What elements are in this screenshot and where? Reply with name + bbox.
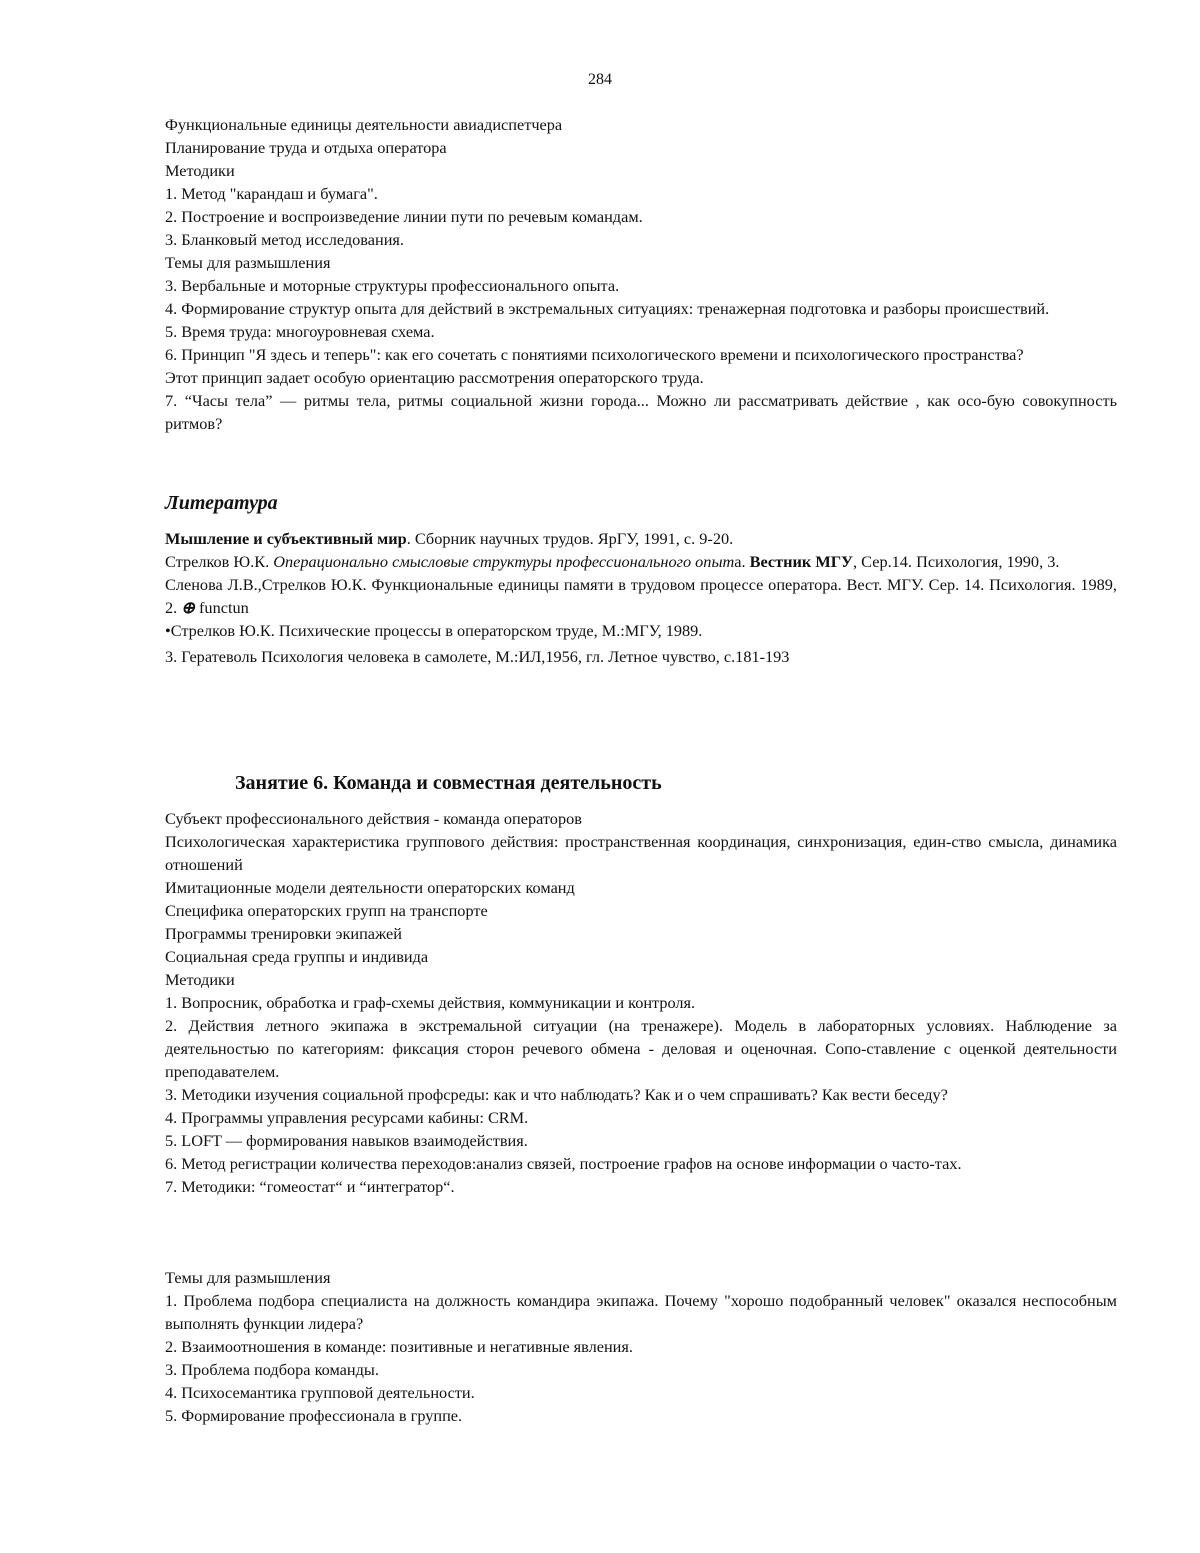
text-line: Функциональные единицы деятельности авиадиспетчера: [165, 113, 1117, 136]
subheading: Темы для размышления: [165, 1266, 1117, 1289]
ref-text: Сленова Л.В.,Стрелков Ю.К. Функциональные единицы памяти в трудовом процессе оператора. Вест. МГУ. Сер. 14. Психология. 1989, 2.: [165, 575, 1117, 617]
reference: [165, 573, 1117, 619]
reference: [165, 527, 1117, 550]
subheading: Методики: [165, 159, 1117, 182]
reference: •Стрелков Ю.К. Психические процессы в операторском труде, М.:МГУ, 1989.: [165, 619, 1117, 642]
text-line: Социальная среда группы и индивида: [165, 945, 1117, 968]
list-item: 3. Методики изучения социальной профсреды: как и что наблюдать? Как и о чем спрашивать? Как вести беседу?: [165, 1083, 1117, 1106]
text-line: Имитационные модели деятельности операторских команд: [165, 876, 1117, 899]
list-item: 4. Психосемантика групповой деятельности.: [165, 1381, 1117, 1404]
text-line: Планирование труда и отдыха оператора: [165, 136, 1117, 159]
list-item: 5. Формирование профессионала в группе.: [165, 1404, 1117, 1427]
page-number: 284: [0, 71, 1200, 89]
reflection-topics: [165, 1266, 1117, 1427]
ref-journal: Вестник МГУ: [750, 552, 853, 571]
ref-text: . Сборник научных трудов. ЯрГУ, 1991, с. 9-20.: [407, 529, 734, 548]
list-item: 6. Принцип "Я здесь и теперь": как его сочетать с понятиями психологического времени и психологического пространства?: [165, 343, 1117, 366]
text-line: Специфика операторских групп на транспорте: [165, 899, 1117, 922]
ref-text: functun: [199, 598, 249, 617]
list-item: 4. Программы управления ресурсами кабины: CRM.: [165, 1106, 1117, 1129]
literature-heading: Литература: [165, 492, 278, 515]
list-item: 1. Метод "карандаш и бумага".: [165, 182, 1117, 205]
list-item: 2. Действия летного экипажа в экстремальной ситуации (на тренажере). Модель в лабораторных условиях. Наблюдение за деятельностью по категориям: фиксация сторон речевого обмена - деловая и оценочная. Сопо-ставление с оценкой деятельности преподавателем.: [165, 1014, 1117, 1083]
list-item: 7. “Часы тела” — ритмы тела, ритмы социальной жизни города... Можно ли рассматривать действие , как осо-бую совокупность ритмов?: [165, 389, 1117, 435]
ref-text: , Сер.14. Психология, 1990, 3.: [853, 552, 1059, 571]
literature-list: [165, 527, 1117, 668]
list-item: 5. Время труда: многоуровневая схема.: [165, 320, 1117, 343]
list-item: 7. Методики: “гомеостат“ и “интегратор“.: [165, 1175, 1117, 1198]
ref-text: Стрелков Ю.К.: [165, 552, 273, 571]
list-item: 1. Проблема подбора специалиста на должность командира экипажа. Почему "хорошо подобранный человек" оказался неспособным выполнять функции лидера?: [165, 1289, 1117, 1335]
list-item: 3. Вербальные и моторные структуры профессионального опыта.: [165, 274, 1117, 297]
lesson6-content: [165, 807, 1117, 1198]
subheading: Темы для размышления: [165, 251, 1117, 274]
circle-plus-icon: ⊕: [181, 598, 195, 617]
list-item: 3. Проблема подбора команды.: [165, 1358, 1117, 1381]
section-topics-and-methods: [165, 113, 1117, 435]
reference: 3. Герат​еволь Психология человека в самолете, М.:ИЛ,1956, гл. Летное чувство, с.181-193: [165, 645, 1117, 668]
list-item: 5. LOFT — формирования навыков взаимодействия.: [165, 1129, 1117, 1152]
list-item: 1. Вопросник, обработка и граф-схемы действия, коммуникации и контроля.: [165, 991, 1117, 1014]
text-line: Программы тренировки экипажей: [165, 922, 1117, 945]
list-item: 4. Формирование структур опыта для действий в экстремальных ситуациях: тренажерная подготовка и разборы происшествий.: [165, 297, 1117, 320]
lesson-heading: Занятие 6. Команда и совместная деятельность: [235, 772, 662, 795]
list-item: 3. Бланковый метод исследования.: [165, 228, 1117, 251]
list-item: 6. Метод регистрации количества переходов:анализ связей, построение графов на основе информации о часто-тах.: [165, 1152, 1117, 1175]
subheading: Методики: [165, 968, 1117, 991]
text-line: Психологическая характеристика группового действия: пространственная координация, синхронизация, един-ство смысла, динамика отношений: [165, 830, 1117, 876]
reference: [165, 550, 1117, 573]
text-line: Субъект профессионального действия - команда операторов: [165, 807, 1117, 830]
ref-title: Операционально смысловые структуры профессионального опыт: [273, 552, 734, 571]
ref-title: Мышление и субъективный мир: [165, 529, 407, 548]
ref-text: а.: [734, 552, 749, 571]
list-item: 2. Построение и воспроизведение линии пути по речевым командам.: [165, 205, 1117, 228]
text-line: Этот принцип задает особую ориентацию рассмотрения операторского труда.: [165, 366, 1117, 389]
list-item: 2. Взаимоотношения в команде: позитивные и негативные явления.: [165, 1335, 1117, 1358]
